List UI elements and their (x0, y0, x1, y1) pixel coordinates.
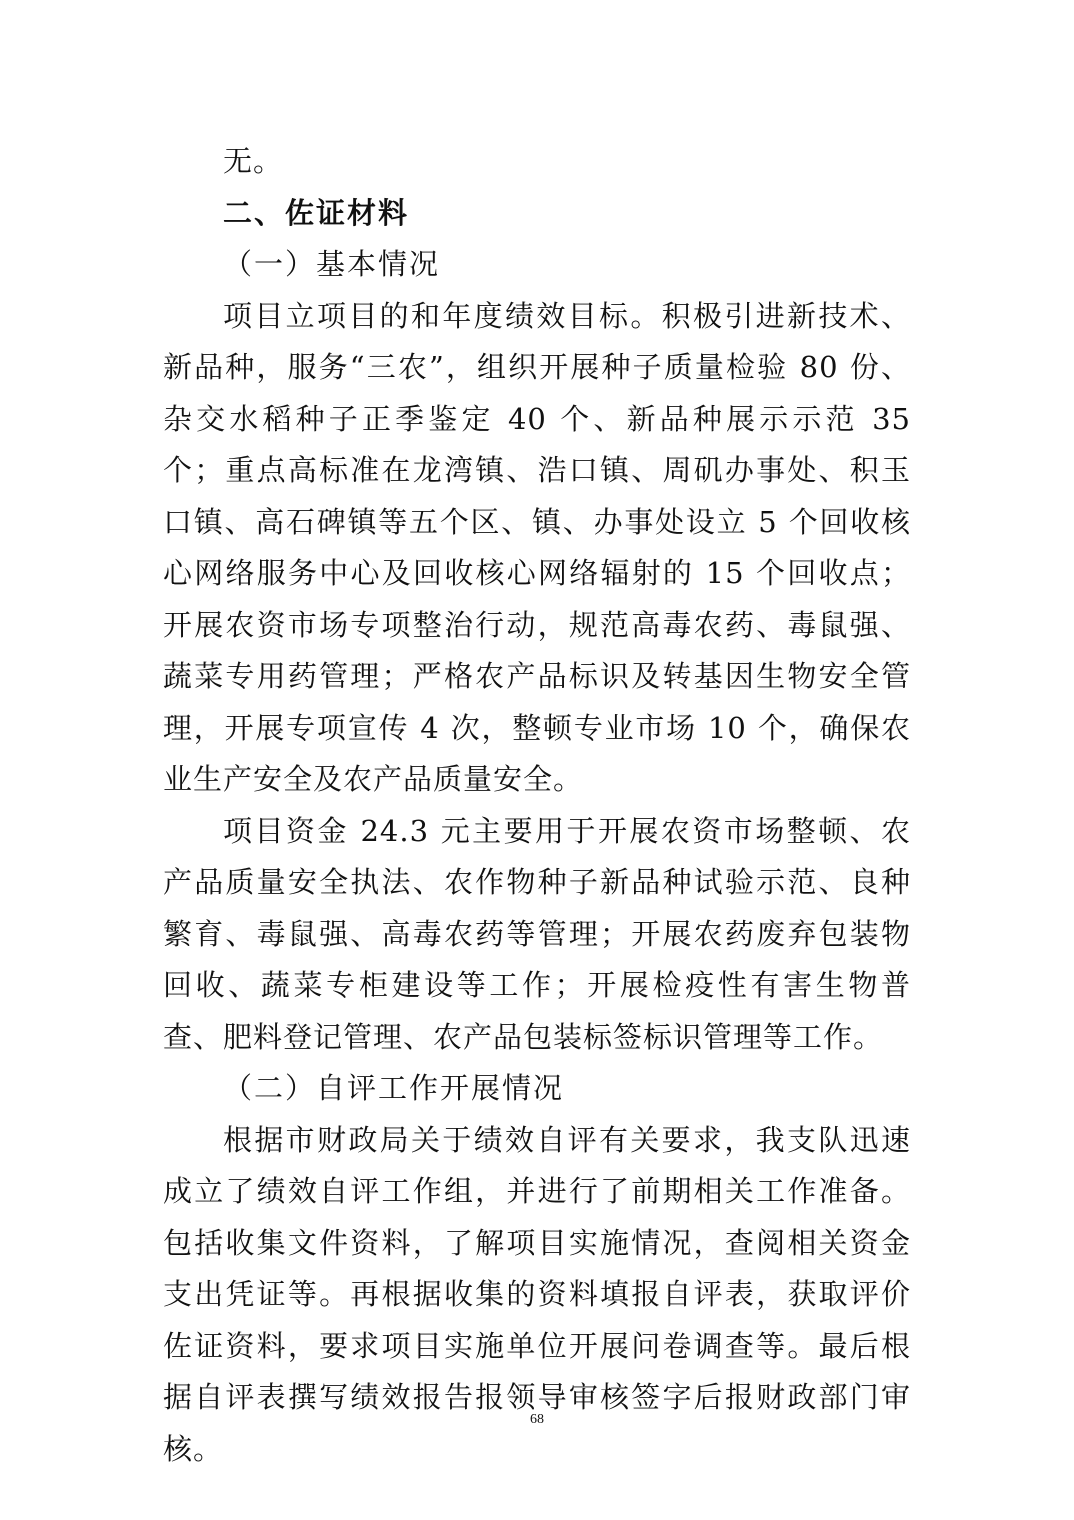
subsection-2-title: （二）自评工作开展情况 (223, 1071, 565, 1105)
document-body (163, 136, 911, 1475)
paragraph-funds: 项目资金 24.3 元主要用于开展农资市场整顿、农产品质量安全执法、农作物种子新品种试验示范、良种繁育、毒鼠强、高毒农药等管理；开展农药废弃包装物回收、蔬菜专柜建设等工作；开展检疫性有害生物普查、肥料登记管理、农产品包装标签标识管理等工作。 (163, 813, 911, 1054)
paragraph-goals: 项目立项目的和年度绩效目标。积极引进新技术、新品种，服务“三农”，组织开展种子质量检验 80 份、杂交水稻种子正季鉴定 40 个、新品种展示示范 35 个；重点高标准在龙湾镇、浩口镇、周矶办事处、积玉口镇、高石碑镇等五个区、镇、办事处设立 5 个回收核心网络服务中心及回收核心网络辐射的 15 个回收点；开展农资市场专项整治行动，规范高毒农药、毒鼠强、蔬菜专用药管理；严格农产品标识及转基因生物安全管理，开展专项宣传 4 次，整顿专业市场 10 个，确保农业生产安全及农产品质量安全。 (163, 298, 911, 796)
section-heading: 二、佐证材料 (223, 195, 410, 230)
page-number: 68 (530, 1412, 544, 1427)
subsection-1-title: （一）基本情况 (223, 247, 441, 281)
opening-line: 无。 (223, 144, 284, 178)
paragraph-self-evaluation: 根据市财政局关于绩效自评有关要求，我支队迅速成立了绩效自评工作组，并进行了前期相关工作准备。包括收集文件资料，了解项目实施情况，查阅相关资金支出凭证等。再根据收集的资料填报自评表，获取评价佐证资料，要求项目实施单位开展问卷调查等。最后根据自评表撰写绩效报告报领导审核签字后报财政部门审核。 (163, 1122, 911, 1466)
